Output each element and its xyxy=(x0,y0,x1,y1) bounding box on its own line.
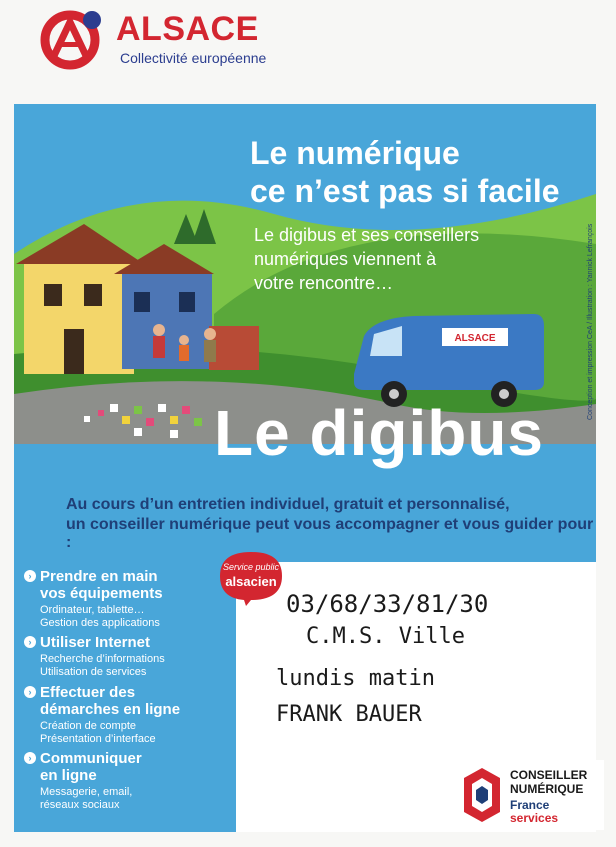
arrow-icon: › xyxy=(24,636,36,648)
arrow-icon: › xyxy=(24,570,36,582)
hero-title-line-2: ce n’est pas si facile xyxy=(250,173,560,209)
service-desc: Ordinateur, tablette… xyxy=(40,604,145,616)
service-desc: Utilisation de services xyxy=(40,666,147,678)
hero-lead-line-1: Le digibus et ses conseillers xyxy=(254,225,480,245)
handwritten-name: FRANK BAUER xyxy=(276,702,422,727)
cn-line-1: CONSEILLER xyxy=(510,768,588,782)
service-title: Effectuer des xyxy=(40,684,136,701)
service-desc: Présentation d’interface xyxy=(40,733,156,745)
service-title: Communiquer xyxy=(40,750,142,767)
hero-lead-line-3: votre rencontre… xyxy=(254,273,394,293)
svg-text:Conception et impression CeA /: Conception et impression CeA / Illustration : Yannick Lefrançois xyxy=(587,223,594,420)
conseiller-numerique-logo xyxy=(452,760,604,830)
service-public-badge xyxy=(216,550,286,606)
service-item xyxy=(28,568,163,630)
service-title: Prendre en main xyxy=(40,568,158,585)
service-item xyxy=(28,684,181,746)
brand-subtitle: Collectivité européenne xyxy=(120,50,267,66)
handwritten-place: C.M.S. Ville xyxy=(306,624,465,649)
service-desc: Création de compte xyxy=(40,720,136,732)
brand-name: ALSACE xyxy=(116,10,259,48)
arrow-icon: › xyxy=(24,752,36,764)
service-title: en ligne xyxy=(40,767,97,784)
service-title: démarches en ligne xyxy=(40,701,181,718)
handwritten-schedule: lundis matin xyxy=(276,666,435,691)
intro-line-2: un conseiller numérique peut vous accompagner et vous guider pour : xyxy=(66,516,594,551)
service-desc: Messagerie, email, xyxy=(40,786,133,798)
service-desc: Recherche d’informations xyxy=(40,653,165,665)
arrow-icon: › xyxy=(24,686,36,698)
intro-line-1: Au cours d’un entretien individuel, gratuit et personnalisé, xyxy=(66,496,510,513)
hero-title-line-1: Le numérique xyxy=(250,135,460,171)
credit-text xyxy=(584,192,594,422)
flyer xyxy=(14,104,596,832)
cn-line-3: France xyxy=(510,798,550,812)
handwritten-phone: 03/68/33/81/30 xyxy=(286,590,489,618)
cn-line-4: services xyxy=(510,811,559,825)
badge-line-1: Service public xyxy=(222,562,280,572)
service-title: Utiliser Internet xyxy=(40,634,151,651)
badge-line-2: alsacien xyxy=(225,574,277,589)
service-title: vos équipements xyxy=(40,585,163,602)
service-item xyxy=(28,750,142,812)
digibus-title: Le digibus xyxy=(214,397,544,469)
service-desc: réseaux sociaux xyxy=(40,799,120,811)
alsace-logo xyxy=(34,8,274,70)
service-desc: Gestion des applications xyxy=(40,617,160,629)
services-list xyxy=(22,560,238,828)
service-item xyxy=(28,634,165,679)
cn-line-2: NUMÉRIQUE xyxy=(510,782,584,796)
van-label: ALSACE xyxy=(454,333,496,344)
alsace-emblem-icon xyxy=(34,8,114,70)
france-services-emblem-icon xyxy=(462,766,502,824)
hero-lead-line-2: numériques viennent à xyxy=(254,249,437,269)
